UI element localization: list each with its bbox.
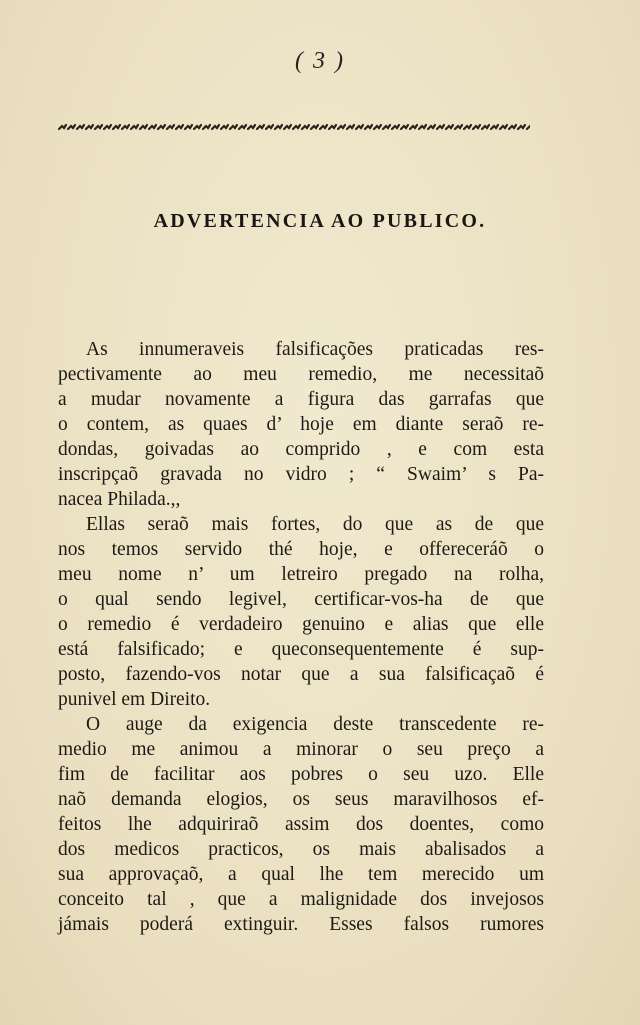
- text-line: o contem, as quaes d’ hoje em diante seraõ re-: [58, 414, 544, 435]
- paragraph: [58, 512, 544, 712]
- text-line: dondas, goivadas ao comprido , e com esta: [58, 439, 544, 460]
- text-line: medio me animou a minorar o seu preço a: [58, 739, 544, 760]
- text-line: As innumeraveis falsificações praticadas res-: [86, 339, 544, 360]
- text-line: dos medicos practicos, os mais abalisados a: [58, 839, 544, 860]
- text-line: fim de facilitar aos pobres o seu uzo. Elle: [58, 764, 544, 785]
- text-line: o qual sendo legivel, certificar-vos-ha de que: [58, 589, 544, 610]
- ornamental-rule: [58, 120, 530, 134]
- text-line: nacea Philada.,,: [58, 489, 181, 510]
- text-line: está falsificado; e queconsequentemente é sup-: [58, 639, 544, 660]
- page-heading: ADVERTENCIA AO PUBLICO.: [153, 210, 487, 232]
- text-line: punivel em Direito.: [58, 689, 211, 710]
- body-text: [58, 337, 544, 937]
- text-line: feitos lhe adquiriraõ assim dos doentes, como: [58, 814, 544, 835]
- text-line: naõ demanda elogios, os seus maravilhosos ef-: [58, 789, 544, 810]
- text-line: O auge da exigencia deste transcedente re-: [86, 714, 544, 735]
- text-line: conceito tal , que a malignidade dos invejosos: [58, 889, 544, 910]
- text-line: jámais poderá extinguir. Esses falsos rumores: [58, 914, 544, 935]
- paragraph: [58, 712, 544, 937]
- text-line: sua approvaçaõ, a qual lhe tem merecido um: [58, 864, 544, 885]
- text-line: a mudar novamente a figura das garrafas que: [58, 389, 544, 410]
- text-line: o remedio é verdadeiro genuino e alias que elle: [58, 614, 544, 635]
- text-line: inscripçaõ gravada no vidro ; “ Swaim’ s Pa-: [58, 464, 544, 485]
- text-line: pectivamente ao meu remedio, me necessitaõ: [58, 364, 544, 385]
- text-line: Ellas seraõ mais fortes, do que as de que: [86, 514, 544, 535]
- page-number: ( 3 ): [295, 48, 345, 74]
- ornamental-rule-icon: [58, 120, 530, 134]
- text-line: nos temos servido thé hoje, e offereceráõ o: [58, 539, 544, 560]
- text-line: meu nome n’ um letreiro pregado na rolha,: [58, 564, 544, 585]
- paragraph: [58, 337, 544, 512]
- text-line: posto, fazendo-vos notar que a sua falsificaçaõ é: [58, 664, 544, 685]
